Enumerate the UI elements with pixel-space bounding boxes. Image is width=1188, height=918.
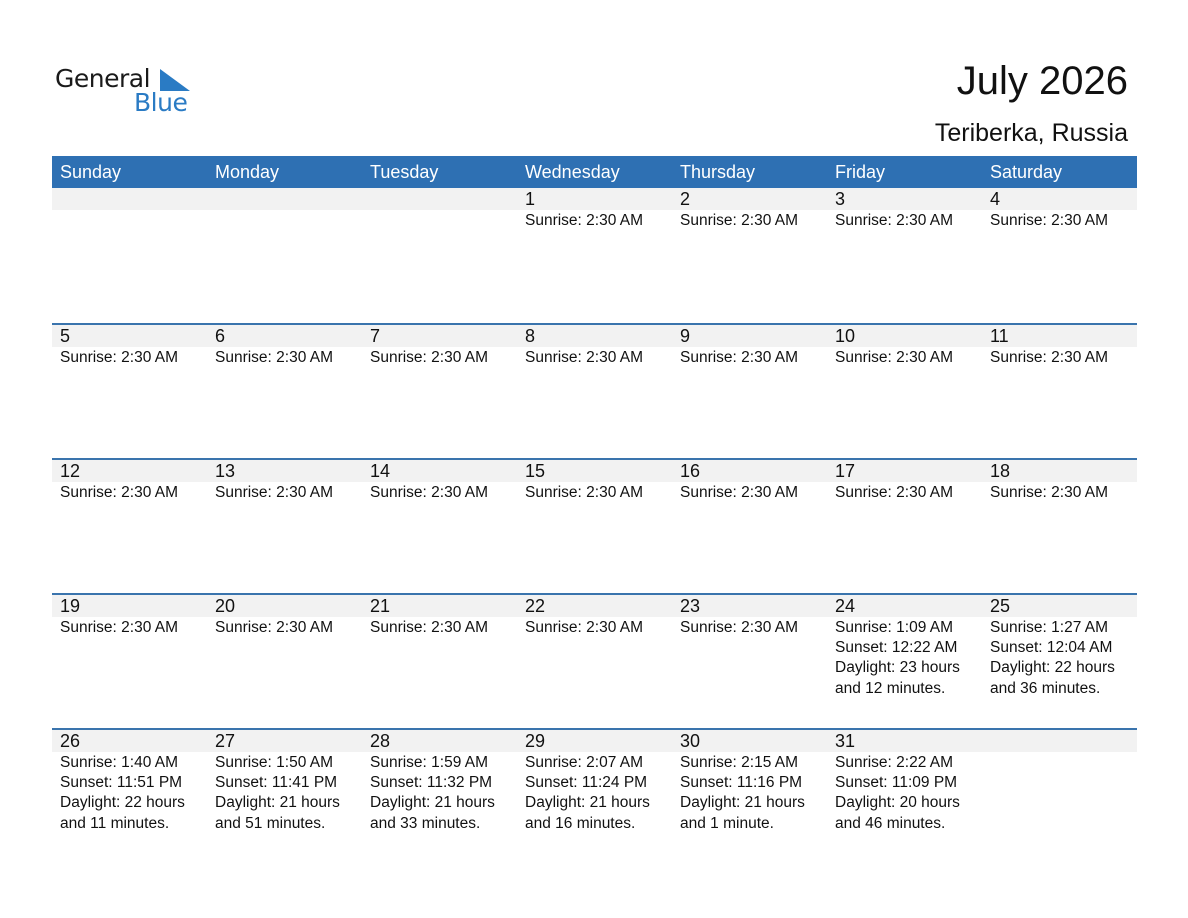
day-number: 18	[990, 461, 1011, 481]
day-number: 4	[990, 189, 1001, 209]
weekday-monday: Monday	[215, 162, 280, 182]
sun-info-line: Sunrise: 2:30 AM	[215, 484, 334, 501]
sun-info-line: Daylight: 22 hours	[60, 794, 185, 812]
day-number: 11	[990, 326, 1009, 346]
day-sun-info	[215, 210, 362, 211]
day-cell-25	[982, 595, 1137, 728]
sun-info-line: and 16 minutes.	[525, 814, 636, 832]
day-cell-14	[362, 460, 517, 593]
day-cell-5	[52, 325, 207, 458]
day-cell-3	[827, 188, 982, 323]
day-sun-info	[60, 617, 207, 638]
sun-info-line: Sunrise: 2:30 AM	[370, 619, 489, 636]
sun-info-line: Sunrise: 2:30 AM	[835, 212, 954, 229]
day-sun-info	[370, 617, 517, 638]
day-sun-info	[680, 752, 827, 834]
sun-info-line: Sunrise: 2:15 AM	[680, 754, 799, 771]
day-sun-info	[215, 482, 362, 503]
day-sun-info	[990, 347, 1137, 368]
sun-info-line: Sunrise: 2:30 AM	[680, 619, 799, 636]
sun-info-line: Sunset: 11:24 PM	[525, 774, 648, 792]
logo-text-blue: Blue	[134, 88, 188, 117]
generalblue-logo	[55, 64, 195, 120]
day-cell-27	[207, 730, 362, 863]
day-sun-info	[60, 347, 207, 368]
day-sun-info	[525, 482, 672, 503]
sun-info-line: Sunrise: 2:30 AM	[60, 619, 179, 636]
weekday-header	[52, 156, 1137, 188]
day-number: 3	[835, 189, 846, 209]
day-sun-info	[370, 347, 517, 368]
day-cell-21	[362, 595, 517, 728]
day-number: 5	[60, 326, 71, 346]
calendar-weeks	[52, 188, 1137, 863]
calendar-grid	[52, 156, 1137, 863]
day-number: 30	[680, 731, 701, 751]
sun-info-line: Sunrise: 2:30 AM	[370, 484, 489, 501]
day-number: 2	[680, 189, 691, 209]
sun-info-line: and 1 minute.	[680, 814, 774, 832]
day-number: 29	[525, 731, 546, 751]
sun-info-line: Sunrise: 2:30 AM	[990, 484, 1109, 501]
day-cell-empty	[207, 188, 362, 323]
day-sun-info	[990, 617, 1137, 699]
day-sun-info	[835, 752, 982, 834]
day-number: 25	[990, 596, 1011, 616]
day-number: 8	[525, 326, 536, 346]
sun-info-line: Sunset: 12:22 AM	[835, 639, 958, 657]
sun-info-line: Daylight: 23 hours	[835, 659, 960, 677]
day-number: 15	[525, 461, 546, 481]
day-cell-18	[982, 460, 1137, 593]
weekday-saturday: Saturday	[990, 162, 1063, 182]
sun-info-line: Sunrise: 2:07 AM	[525, 754, 644, 771]
sun-info-line: Sunrise: 1:50 AM	[215, 754, 334, 771]
logo-text-general: General	[55, 64, 151, 93]
day-cell-1	[517, 188, 672, 323]
day-cell-31	[827, 730, 982, 863]
sun-info-line: Daylight: 21 hours	[370, 794, 495, 812]
day-number: 6	[215, 326, 226, 346]
weekday-wednesday: Wednesday	[525, 162, 620, 182]
day-cell-23	[672, 595, 827, 728]
day-number: 14	[370, 461, 391, 481]
day-sun-info	[525, 617, 672, 638]
day-cell-20	[207, 595, 362, 728]
day-sun-info	[680, 482, 827, 503]
day-number: 1	[525, 189, 536, 209]
week-row	[52, 593, 1137, 728]
sun-info-line: Sunrise: 2:30 AM	[680, 349, 799, 366]
sun-info-line: Sunrise: 1:27 AM	[990, 619, 1109, 636]
sun-info-line: and 12 minutes.	[835, 679, 946, 697]
sun-info-line: Daylight: 20 hours	[835, 794, 960, 812]
day-number: 20	[215, 596, 236, 616]
sun-info-line: Sunrise: 2:30 AM	[525, 484, 644, 501]
day-number	[60, 188, 207, 210]
day-sun-info	[370, 210, 517, 211]
day-number: 7	[370, 326, 381, 346]
day-sun-info	[680, 347, 827, 368]
day-sun-info	[990, 752, 1137, 753]
sun-info-line: Sunrise: 2:30 AM	[525, 349, 644, 366]
day-sun-info	[370, 752, 517, 834]
day-sun-info	[215, 752, 362, 834]
sun-info-line: and 33 minutes.	[370, 814, 481, 832]
sun-info-line: and 46 minutes.	[835, 814, 946, 832]
sun-info-line: Sunrise: 2:30 AM	[525, 212, 644, 229]
day-cell-empty	[362, 188, 517, 323]
sun-info-line: and 36 minutes.	[990, 679, 1101, 697]
sun-info-line: Sunrise: 1:09 AM	[835, 619, 954, 636]
day-sun-info	[990, 210, 1137, 231]
weekday-thursday: Thursday	[680, 162, 756, 182]
day-number: 9	[680, 326, 691, 346]
day-sun-info	[525, 347, 672, 368]
day-number: 19	[60, 596, 81, 616]
day-sun-info	[60, 210, 207, 211]
day-cell-24	[827, 595, 982, 728]
sun-info-line: Sunrise: 1:59 AM	[370, 754, 489, 771]
weekday-friday: Friday	[835, 162, 886, 182]
day-sun-info	[370, 482, 517, 503]
day-cell-9	[672, 325, 827, 458]
day-number: 21	[370, 596, 391, 616]
sun-info-line: Sunrise: 2:30 AM	[60, 349, 179, 366]
day-cell-10	[827, 325, 982, 458]
sun-info-line: Sunrise: 2:30 AM	[215, 619, 334, 636]
day-number: 31	[835, 731, 856, 751]
week-row	[52, 458, 1137, 593]
sun-info-line: Sunrise: 2:30 AM	[835, 349, 954, 366]
day-number	[990, 730, 1137, 752]
day-number: 16	[680, 461, 701, 481]
day-sun-info	[215, 617, 362, 638]
day-sun-info	[835, 482, 982, 503]
day-cell-13	[207, 460, 362, 593]
day-number: 28	[370, 731, 391, 751]
day-number: 10	[835, 326, 856, 346]
day-cell-26	[52, 730, 207, 863]
day-sun-info	[680, 617, 827, 638]
day-cell-16	[672, 460, 827, 593]
sun-info-line: Sunset: 11:16 PM	[680, 774, 803, 792]
week-row	[52, 323, 1137, 458]
day-number: 17	[835, 461, 856, 481]
location-label: Teriberka, Russia	[934, 119, 1128, 147]
weekday-sunday: Sunday	[60, 162, 122, 182]
sun-info-line: Sunrise: 2:30 AM	[680, 212, 799, 229]
day-number	[215, 188, 362, 210]
day-cell-8	[517, 325, 672, 458]
day-sun-info	[835, 347, 982, 368]
week-row	[52, 188, 1137, 323]
day-sun-info	[215, 347, 362, 368]
week-row	[52, 728, 1137, 863]
day-cell-6	[207, 325, 362, 458]
page-title: July 2026	[956, 59, 1128, 103]
day-sun-info	[525, 752, 672, 834]
day-sun-info	[60, 482, 207, 503]
sun-info-line: Sunrise: 2:30 AM	[60, 484, 179, 501]
sun-info-line: Sunrise: 2:30 AM	[370, 349, 489, 366]
day-cell-4	[982, 188, 1137, 323]
day-sun-info	[835, 210, 982, 231]
day-sun-info	[835, 617, 982, 699]
day-cell-19	[52, 595, 207, 728]
day-cell-empty	[982, 730, 1137, 863]
sun-info-line: Sunset: 11:32 PM	[370, 774, 493, 792]
day-sun-info	[525, 210, 672, 231]
sun-info-line: Sunrise: 2:30 AM	[680, 484, 799, 501]
day-cell-30	[672, 730, 827, 863]
day-number: 27	[215, 731, 236, 751]
sun-info-line: Sunset: 11:09 PM	[835, 774, 958, 792]
sun-info-line: and 11 minutes.	[60, 814, 170, 832]
sun-info-line: Daylight: 22 hours	[990, 659, 1115, 677]
day-sun-info	[60, 752, 207, 834]
sun-info-line: Daylight: 21 hours	[215, 794, 340, 812]
day-number: 13	[215, 461, 236, 481]
day-cell-11	[982, 325, 1137, 458]
sun-info-line: Daylight: 21 hours	[525, 794, 650, 812]
day-sun-info	[680, 210, 827, 231]
sun-info-line: Sunrise: 1:40 AM	[60, 754, 179, 771]
sun-info-line: Sunset: 11:51 PM	[60, 774, 183, 792]
sun-info-line: Sunrise: 2:30 AM	[215, 349, 334, 366]
day-cell-15	[517, 460, 672, 593]
day-number: 12	[60, 461, 81, 481]
sun-info-line: Sunrise: 2:30 AM	[990, 212, 1109, 229]
day-cell-empty	[52, 188, 207, 323]
sun-info-line: Sunrise: 2:22 AM	[835, 754, 954, 771]
day-sun-info	[990, 482, 1137, 503]
day-number: 26	[60, 731, 81, 751]
day-cell-17	[827, 460, 982, 593]
day-number: 22	[525, 596, 546, 616]
sun-info-line: Sunset: 12:04 AM	[990, 639, 1113, 657]
sun-info-line: Sunrise: 2:30 AM	[990, 349, 1109, 366]
day-number	[370, 188, 517, 210]
day-cell-29	[517, 730, 672, 863]
sun-info-line: Daylight: 21 hours	[680, 794, 805, 812]
sun-info-line: Sunrise: 2:30 AM	[835, 484, 954, 501]
day-number: 24	[835, 596, 856, 616]
weekday-tuesday: Tuesday	[370, 162, 439, 182]
day-cell-7	[362, 325, 517, 458]
sun-info-line: Sunset: 11:41 PM	[215, 774, 338, 792]
sun-info-line: and 51 minutes.	[215, 814, 326, 832]
day-cell-22	[517, 595, 672, 728]
day-number: 23	[680, 596, 701, 616]
sun-info-line: Sunrise: 2:30 AM	[525, 619, 644, 636]
day-cell-2	[672, 188, 827, 323]
day-cell-12	[52, 460, 207, 593]
day-cell-28	[362, 730, 517, 863]
